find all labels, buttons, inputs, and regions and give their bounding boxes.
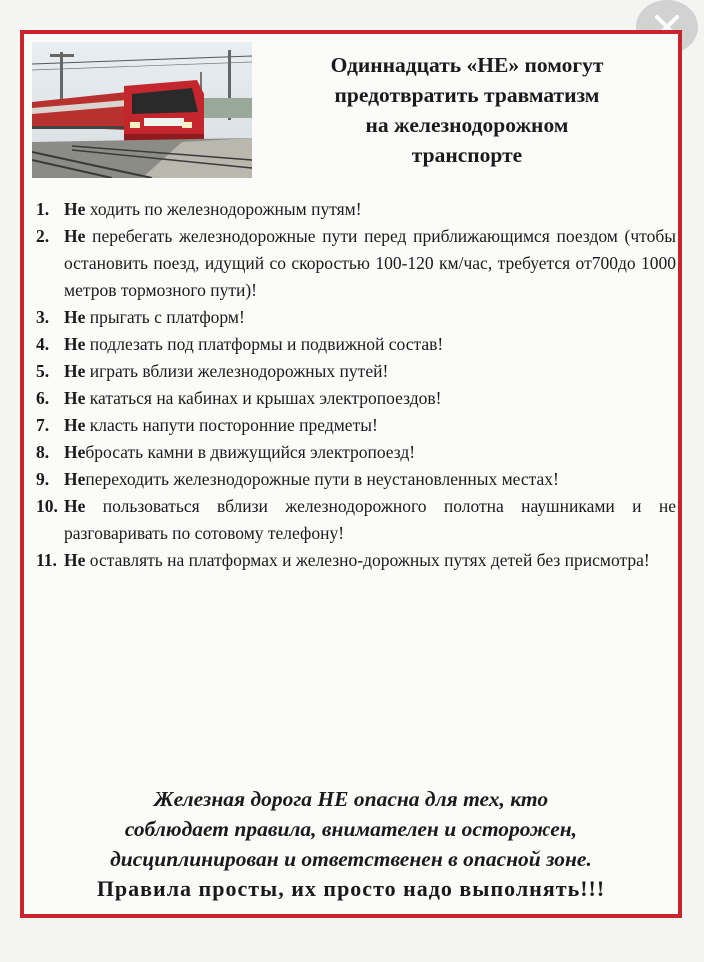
list-item	[36, 439, 676, 466]
title-line: транспорте	[411, 143, 523, 167]
item-keyword: Не	[64, 442, 86, 462]
item-text: подлезать под платформы и подвижной состав!	[85, 334, 444, 354]
item-keyword: Не	[64, 199, 86, 219]
title-line: предотвратить травматизм	[334, 83, 600, 107]
item-keyword: Не	[64, 388, 86, 408]
item-keyword: Не	[64, 550, 86, 570]
footer-line: дисциплинирован и ответственен в опасной зоне.	[110, 847, 592, 871]
item-keyword: Не	[64, 496, 86, 516]
title-line: на железнодорожном	[365, 113, 569, 137]
safety-poster	[20, 30, 682, 918]
footer-line: соблюдает правила, внимателен и осторожен,	[124, 817, 578, 841]
item-text: ходить по железнодорожным путям!	[85, 199, 362, 219]
item-number: 11.	[36, 550, 57, 570]
item-text: класть напути посторонние предметы!	[85, 415, 378, 435]
item-number: 7.	[36, 415, 50, 435]
item-number: 8.	[36, 442, 50, 462]
list-item	[36, 358, 676, 385]
item-keyword: Не	[64, 334, 86, 354]
list-item	[36, 385, 676, 412]
list-item	[36, 547, 676, 574]
list-item	[36, 331, 676, 358]
list-item	[36, 493, 676, 547]
list-item	[36, 304, 676, 331]
item-text: оставлять на платформах и железно-дорожных путях детей без присмотра!	[85, 550, 650, 570]
item-text: бросать камни в движущийся электропоезд!	[85, 442, 416, 462]
list-item	[36, 223, 676, 304]
item-keyword: Не	[64, 361, 86, 381]
train-photo	[32, 42, 252, 178]
footer-line: Железная дорога НЕ опасна для тех, кто	[153, 787, 549, 811]
item-number: 1.	[36, 199, 50, 219]
item-number: 9.	[36, 469, 50, 489]
item-number: 10.	[36, 496, 58, 516]
item-text: кататься на кабинах и крышах электропоездов!	[85, 388, 442, 408]
item-text: перебегать железнодорожные пути перед приближающимся поездом (чтобы остановить поезд, идущий со скоростью 100-120 км/час, требуется от700до 1000 метров тормозного пути)!	[64, 226, 676, 300]
poster-title	[262, 50, 672, 170]
item-text: прыгать с платформ!	[85, 307, 245, 327]
item-text: играть вблизи железнодорожных путей!	[85, 361, 389, 381]
item-number: 3.	[36, 307, 50, 327]
item-keyword: Не	[64, 226, 86, 246]
title-line: Одиннадцать «НЕ» помогут	[330, 53, 604, 77]
item-text: переходить железнодорожные пути в неустановленных местах!	[85, 469, 559, 489]
footer-line: Правила просты, их просто надо выполнять!!!	[96, 876, 606, 901]
list-item	[36, 466, 676, 493]
item-text: пользоваться вблизи железнодорожного полотна наушниками и не разговаривать по сотовому телефону!	[64, 496, 676, 543]
poster-footer	[24, 784, 678, 904]
list-item	[36, 412, 676, 439]
item-keyword: Не	[64, 469, 86, 489]
rules-list	[36, 196, 676, 574]
item-number: 5.	[36, 361, 50, 381]
item-number: 4.	[36, 334, 50, 354]
item-keyword: Не	[64, 307, 86, 327]
list-item	[36, 196, 676, 223]
item-number: 6.	[36, 388, 50, 408]
item-number: 2.	[36, 226, 50, 246]
item-keyword: Не	[64, 415, 86, 435]
